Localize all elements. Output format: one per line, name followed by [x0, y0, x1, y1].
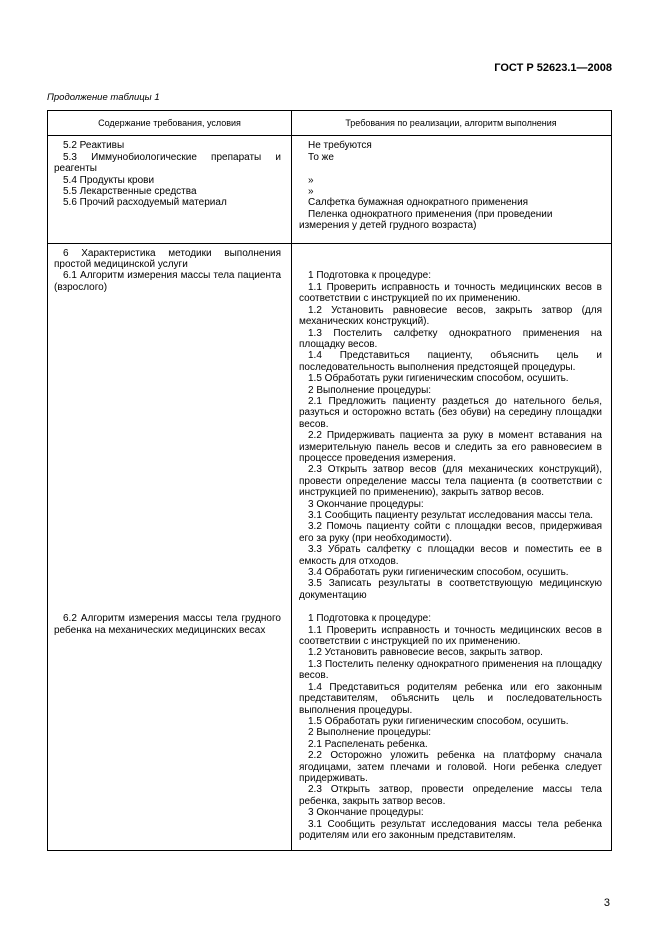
column-divider [291, 111, 292, 850]
procedure-step: 3.1 Сообщить пациенту результат исследования массы тела. [308, 510, 594, 521]
condition-item [48, 186, 291, 197]
procedure-step: 2.2 Придерживать пациента за руку в момент вставания на измерительную панель весов и следить за его равновесием в процессе проведения измерения. [299, 430, 602, 464]
doc-standard-number: ГОСТ Р 52623.1—2008 [494, 62, 612, 74]
condition-text: 5.3 Иммунобиологические препараты и реагенты [54, 151, 281, 175]
page-number: 3 [603, 897, 610, 909]
procedure-step: 3.4 Обработать руки гигиеническим способом, осушить. [308, 567, 569, 579]
procedure-step: 1.1 Проверить исправность и точность медицинских весов в соответствии с инструкцией по их применению. [299, 624, 602, 648]
procedure-step: 2 Выполнение процедуры: [308, 727, 432, 739]
procedure-step: 1.2 Установить равновесие весов, закрыть затвор. [308, 647, 543, 659]
condition-item [48, 197, 291, 208]
procedure-step: 1.3 Постелить салфетку однократного применения на площадку весов. [299, 327, 602, 350]
procedure-step: 2.3 Открыть затвор весов (для механических конструкций), провести определение массы тела пациента (в соответствии с инструкцией по применению), закрыть затвор весов. [299, 464, 602, 499]
condition-text: 5.4 Продукты крови [63, 174, 155, 186]
item-6-1-title: 6.1 Алгоритм измерения массы тела пациента (взрослого) [54, 270, 281, 293]
procedure-step: 2.2 Осторожно уложить ребенка на платформу сначала ягодицами, затем плечами и головой. Ноги ребенка следует придерживать. [299, 750, 602, 784]
procedure-step: 1.4 Представиться родителям ребенка или его законным представителям, объяснить цель и последовательность выполнения процедуры. [299, 681, 602, 716]
procedure-step: 1.1 Проверить исправность и точность медицинских весов в соответствии с инструкцией по их применению. [299, 281, 602, 305]
procedure-step: 1 Подготовка к процедуре: [308, 613, 432, 625]
requirement-item [291, 152, 611, 175]
requirement-text: » [308, 186, 314, 198]
condition-text: 5.2 Реактивы [63, 140, 125, 152]
procedure-step: 2.1 Предложить пациенту раздеться до нательного белья, разуться и осторожно встать (без обуви) на середину площадки весов. [299, 395, 602, 430]
procedure-step: 1 Подготовка к процедуре: [308, 270, 432, 282]
requirement-item [291, 197, 611, 208]
item-6-2-title: 6.2 Алгоритм измерения массы тела грудного ребенка на механических медицинских весах [54, 613, 281, 636]
requirement-item [291, 140, 611, 151]
procedure-step: 3 Окончание процедуры: [308, 498, 424, 510]
procedure-step: 3.1 Сообщить результат исследования массы тела ребенка родителям или его законным представителям. [299, 818, 602, 841]
procedure-step: 2 Выполнение процедуры: [308, 384, 432, 396]
requirement-text: Пеленка однократного применения (при проведении измерения у детей грудного возраста) [299, 208, 553, 232]
column-header-implementation: Требования по реализации, алгоритм выполнения [345, 118, 557, 128]
procedure-step: 2.1 Распеленать ребенка. [308, 738, 428, 750]
condition-item-empty [48, 209, 291, 232]
item-6-1-title-cell [48, 270, 291, 601]
requirement-text: » [308, 174, 314, 186]
condition-item [48, 175, 291, 186]
requirement-item [291, 186, 611, 197]
table-row-section6 [48, 244, 611, 851]
procedure-step: 1.4 Представиться пациенту, объяснить цель и последовательность выполнения предстоящей процедуры. [299, 350, 602, 373]
procedure-step: 1.2 Установить равновесие весов, закрыть затвор (для механических конструкций). [299, 304, 602, 328]
procedure-step: 3.3 Убрать салфетку с площадки весов и поместить ее в емкость для отходов. [299, 544, 602, 567]
procedure-step: 3 Окончание процедуры: [308, 807, 424, 819]
requirement-text: Салфетка бумажная однократного применения [308, 197, 529, 209]
item-6-1-steps [291, 270, 611, 601]
requirements-table [47, 110, 612, 851]
procedure-step: 1.3 Постелить пеленку однократного применения на площадку весов. [299, 658, 602, 682]
requirement-text: Не требуются [308, 140, 372, 152]
empty-cell [291, 248, 611, 271]
table-row-section5 [48, 136, 611, 243]
table-caption: Продолжение таблицы 1 [47, 92, 160, 103]
item-6-2-title-cell [48, 601, 291, 841]
condition-text: 5.5 Лекарственные средства [63, 186, 197, 198]
item-6-2-steps [291, 601, 611, 841]
column-header-conditions: Содержание требования, условия [98, 118, 241, 128]
condition-item [48, 152, 291, 175]
procedure-step: 1.5 Обработать руки гигиеническим способом, осушить. [308, 715, 569, 727]
condition-text: 5.6 Прочий расходуемый материал [63, 197, 227, 209]
requirement-item [291, 209, 611, 232]
procedure-step: 3.2 Помочь пациенту сойти с площадки весов, придерживая его за руку (при необходимости). [299, 521, 602, 544]
requirement-item [291, 175, 611, 186]
requirement-text: То же [308, 151, 334, 163]
procedure-step: 1.5 Обработать руки гигиеническим способом, осушить. [308, 373, 569, 385]
procedure-step: 3.5 Записать результаты в соответствующую медицинскую документацию [299, 578, 602, 601]
procedure-step: 2.3 Открыть затвор, провести определение массы тела ребенка, закрыть затвор весов. [299, 784, 602, 807]
section6-header-cell [48, 248, 291, 271]
table-header-row [48, 111, 611, 136]
section6-header-text: 6 Характеристика методики выполнения простой медицинской услуги [54, 247, 281, 271]
condition-item [48, 140, 291, 151]
